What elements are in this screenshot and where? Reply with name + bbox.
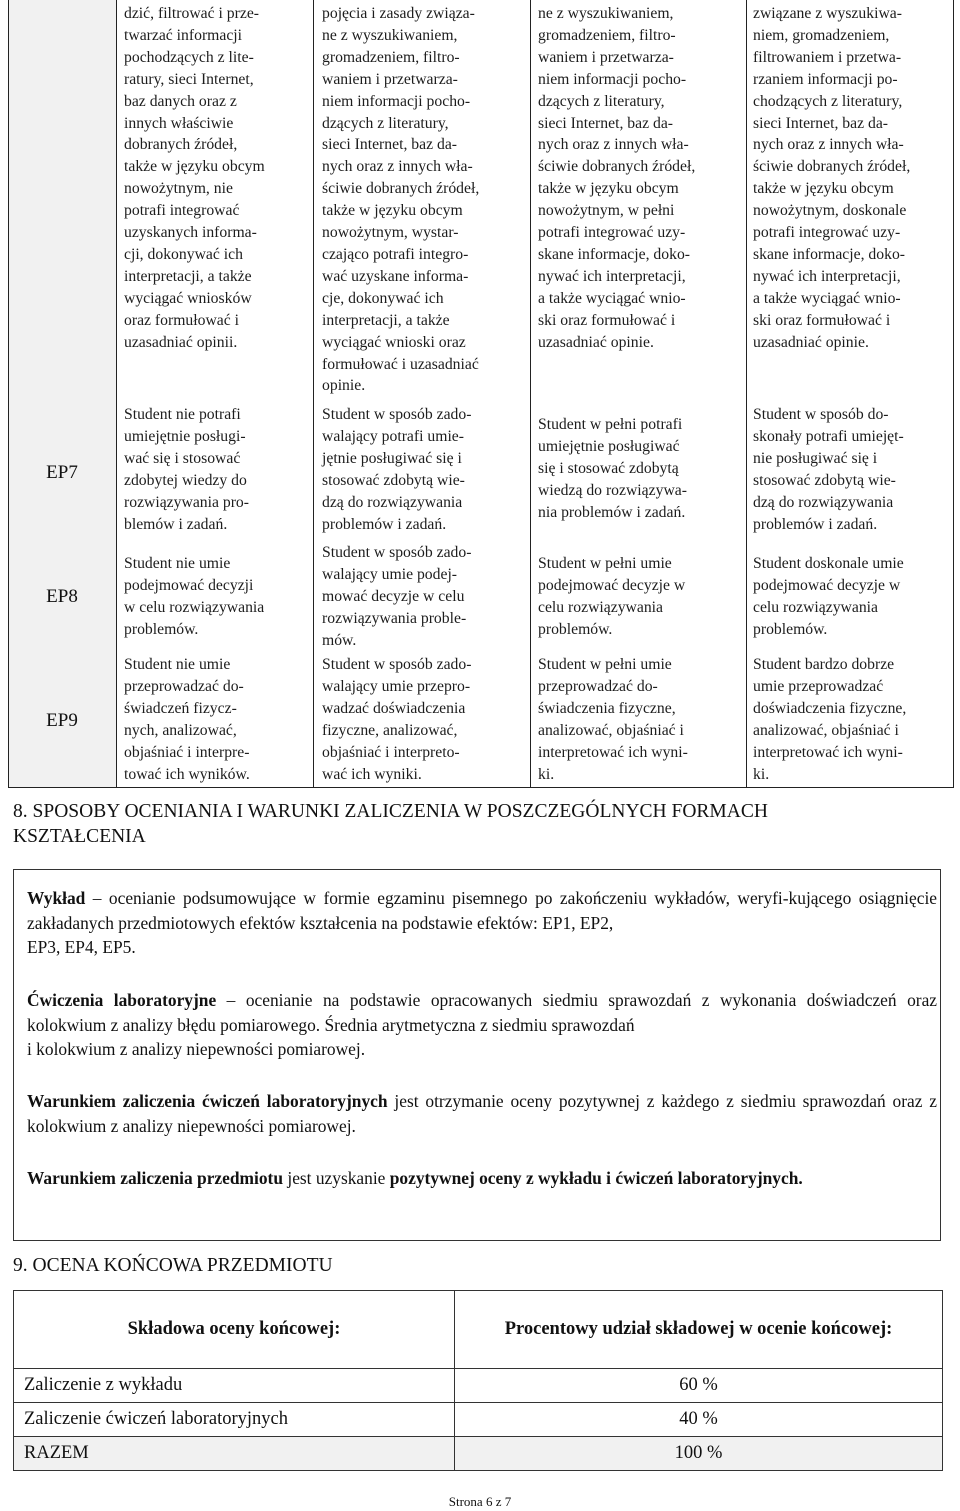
- cell-line: umie przeprowadzać: [753, 677, 884, 695]
- table-row-total: [14, 1437, 943, 1471]
- cell-line: wiedzą do rozwiązywa-: [538, 481, 687, 499]
- cell-line: się i stosować zdobytą: [538, 459, 679, 477]
- cell-line: walający umie podej-: [322, 565, 458, 583]
- cell-line: uzyskanych informa-: [124, 224, 257, 242]
- section-9-heading: 9. OCENA KOŃCOWA PRZEDMIOTU: [13, 1255, 333, 1276]
- cell-line: podejmować decyzji: [124, 576, 254, 594]
- cell-line: skane informacje, doko-: [538, 245, 691, 263]
- cell-line: w celu rozwiązywania: [124, 598, 265, 616]
- cell-line: dzą do rozwiązywania: [753, 493, 894, 511]
- cell-line: mów.: [322, 631, 357, 649]
- cell-grade-3: [322, 404, 471, 535]
- cell-line: opinie.: [322, 377, 366, 395]
- component-share: 60 %: [455, 1369, 943, 1403]
- cell-line: Student w sposób zado-: [322, 656, 472, 673]
- cell-line: Student nie umie: [124, 656, 231, 673]
- lecture-paragraph: Wykład – ocenianie podsumowujące w formie egzaminu pisemnego po zakończeniu wykładów, weryfi-kującego osiągnięcie zakładanych przedmiotowych efektów kształcenia na podstawie efektów: EP1, EP2, EP3, EP4, EP5.: [27, 888, 937, 957]
- component-name: RAZEM: [14, 1437, 455, 1471]
- cell-line: potrafi integrować uzy-: [753, 224, 901, 242]
- cell-line: nowożytnym, nie: [124, 180, 233, 198]
- cell-line: problemów.: [753, 620, 828, 638]
- cell-line: sieci Internet, baz da-: [753, 114, 889, 132]
- cell-line: analizować, objaśniać i: [753, 721, 899, 739]
- cell-line: analizować, objaśniać i: [538, 721, 684, 739]
- cell-grade-3: [322, 654, 471, 785]
- cell-line: walający umie przepro-: [322, 677, 471, 695]
- cell-line: nowożytnym, doskonale: [753, 202, 907, 220]
- cell-line: objaśniać i interpre-: [124, 743, 250, 761]
- cell-line: a także wyciągać wnio-: [753, 289, 901, 307]
- cell-line: problemów i zadań.: [322, 515, 447, 533]
- ep-label: EP9: [46, 710, 78, 731]
- cell-line: Student w sposób zado-: [322, 544, 472, 561]
- cell-line: sieci Internet, baz da-: [538, 114, 674, 132]
- cell-grade-4: [538, 3, 695, 354]
- cell-line: ski oraz formułować i: [753, 311, 891, 329]
- cell-line: dobranych źródeł,: [124, 136, 238, 154]
- cell-line: przeprowadzać do-: [538, 677, 658, 695]
- cell-line: skane informacje, doko-: [753, 245, 906, 263]
- header-share: Procentowy udział składowej w ocenie końcowej:: [455, 1291, 943, 1369]
- cell-line: Student w pełni potrafi: [538, 416, 683, 433]
- cell-line: stosować zdobytą wie-: [322, 471, 465, 489]
- cell-line: nie posługiwać się i: [753, 449, 878, 467]
- cell-grade-4: [538, 414, 687, 524]
- lab-paragraph: Ćwiczenia laboratoryjne – ocenianie na podstawie opracowanych siedmiu sprawozdań z wykonania doświadczeń oraz kolokwium z analizy błędu pomiarowego. Średnia arytmetyczna z siedmiu sprawozdań i kolokwium z analizy niepewności pomiarowej.: [27, 990, 938, 1059]
- cell-grade-3: [322, 3, 479, 397]
- cell-line: umiejętnie posługiwać: [538, 437, 680, 455]
- cell-line: rozwiązywania pro-: [124, 493, 250, 511]
- cell-line: fizyczne, analizować,: [322, 721, 458, 739]
- cell-line: także w języku obcym: [538, 180, 679, 198]
- cell-line: twarzać informacji: [124, 26, 243, 44]
- cell-grade-4: [538, 553, 685, 641]
- cell-line: nych oraz z innych wła-: [322, 158, 473, 176]
- cell-grade-4: [538, 654, 688, 785]
- course-pass-condition: Warunkiem zaliczenia przedmiotu jest uzyskanie pozytywnej oceny z wykładu i ćwiczeń laboratoryjnych.: [27, 1168, 803, 1188]
- cell-line: problemów.: [124, 620, 199, 638]
- cell-line: baz danych oraz z: [124, 92, 237, 110]
- cell-line: dzą do rozwiązywania: [322, 493, 463, 511]
- cell-line: interpretacji, a także: [322, 311, 450, 329]
- cell-line: także w języku obcym: [753, 180, 894, 198]
- component-share: 40 %: [455, 1403, 943, 1437]
- cell-line: wać uzyskane informa-: [322, 267, 469, 285]
- cell-grade-5: [753, 404, 904, 535]
- cell-line: blemów i zadań.: [124, 515, 228, 533]
- cell-line: interpretować ich wyni-: [538, 743, 688, 761]
- cell-grade-2: [124, 553, 264, 641]
- cell-line: chodzących z literatury,: [753, 92, 903, 110]
- cell-line: nywać ich interpretacji,: [753, 267, 901, 285]
- ep-column: [8, 0, 116, 788]
- cell-grade-3: [322, 542, 471, 652]
- cell-line: ściwie dobranych źródeł,: [322, 180, 480, 198]
- cell-line: tować ich wyników.: [124, 765, 250, 783]
- cell-line: jętnie posługiwać się i: [322, 449, 462, 467]
- cell-line: Student w pełni umie: [538, 555, 672, 572]
- cell-line: podejmować decyzje w: [753, 576, 901, 594]
- cell-grade-5: [753, 553, 904, 641]
- cell-grade-2: [124, 404, 249, 535]
- cell-line: interpretować ich wyni-: [753, 743, 903, 761]
- cell-line: celu rozwiązywania: [538, 598, 663, 616]
- cell-grade-5: [753, 3, 910, 354]
- cell-line: zdobytej wiedzy do: [124, 471, 247, 489]
- cell-line: waniem i przetwarza-: [538, 48, 674, 66]
- cell-line: formułować i uzasadniać: [322, 355, 479, 373]
- cell-line: gromadzeniem, filtro-: [538, 26, 676, 44]
- cell-line: objaśniać i interpreto-: [322, 743, 460, 761]
- cell-line: nia problemów i zadań.: [538, 503, 686, 521]
- cell-line: nowożytnym, wystar-: [322, 224, 459, 242]
- cell-line: ratury, sieci Internet,: [124, 70, 254, 88]
- cell-line: wadzać doświadczenia: [322, 699, 466, 717]
- cell-line: pojęcia i zasady związa-: [322, 5, 475, 22]
- lab-pass-condition: Warunkiem zaliczenia ćwiczeń laboratoryjnych jest otrzymanie oceny pozytywnej z każdego z siedmiu sprawozdań oraz z kolokwium z analizy niepewności pomiarowej.: [27, 1091, 938, 1136]
- header-component: Składowa oceny końcowej:: [14, 1291, 455, 1369]
- cell-line: świadczeń fizycz-: [124, 699, 237, 717]
- table-row: [14, 1403, 943, 1437]
- final-grade-table: [13, 1290, 943, 1471]
- cell-line: dzić, filtrować i prze-: [124, 5, 260, 22]
- component-name: Zaliczenie ćwiczeń laboratoryjnych: [14, 1403, 455, 1437]
- border: [8, 0, 9, 788]
- cell-line: waniem i przetwarza-: [322, 70, 458, 88]
- ep-label: EP7: [46, 462, 78, 483]
- page-number: Strona 6 z 7: [448, 1494, 512, 1509]
- cell-line: czająco potrafi integro-: [322, 245, 469, 263]
- cell-line: przeprowadzać do-: [124, 677, 244, 695]
- assessment-box: [13, 869, 941, 1241]
- cell-line: interpretacji, a także: [124, 267, 252, 285]
- cell-line: Student nie umie: [124, 555, 231, 572]
- cell-line: nywać ich interpretacji,: [538, 267, 686, 285]
- cell-line: niem, gromadzeniem,: [753, 26, 890, 44]
- cell-line: cji, dokonywać ich: [124, 245, 243, 263]
- table-header-row: [14, 1291, 943, 1369]
- cell-line: skonały potrafi umiejęt-: [753, 427, 904, 445]
- cell-line: wać ich wyniki.: [322, 765, 422, 783]
- cell-line: pochodzących z lite-: [124, 48, 254, 66]
- component-name: Zaliczenie z wykładu: [14, 1369, 455, 1403]
- cell-line: nych oraz z innych wła-: [538, 136, 689, 154]
- cell-line: uzasadniać opinie.: [538, 333, 654, 351]
- table-row: [14, 1369, 943, 1403]
- cell-line: Student bardzo dobrze: [753, 656, 895, 673]
- cell-line: a także wyciągać wnio-: [538, 289, 686, 307]
- cell-line: nowożytnym, w pełni: [538, 202, 675, 220]
- cell-grade-2: [124, 3, 265, 354]
- cell-line: Student w pełni umie: [538, 656, 672, 673]
- cell-line: mować decyzje w celu: [322, 587, 465, 605]
- cell-line: wać się i stosować: [124, 449, 241, 467]
- cell-line: walający potrafi umie-: [322, 427, 464, 445]
- cell-line: ski oraz formułować i: [538, 311, 676, 329]
- border: [953, 0, 954, 788]
- cell-line: ki.: [538, 765, 555, 783]
- cell-line: sieci Internet, baz da-: [322, 136, 458, 154]
- cell-line: potrafi integrować: [124, 202, 240, 220]
- cell-line: także w języku obcym: [322, 202, 463, 220]
- cell-line: dzących z literatury,: [322, 114, 449, 132]
- component-share: 100 %: [455, 1437, 943, 1471]
- cell-line: ne z wyszukiwaniem,: [538, 5, 674, 22]
- cell-line: gromadzeniem, filtro-: [322, 48, 460, 66]
- border: [313, 0, 314, 788]
- cell-line: nych, analizować,: [124, 721, 237, 739]
- cell-line: ki.: [753, 765, 770, 783]
- cell-line: filtrowaniem i przetwa-: [753, 48, 902, 66]
- cell-line: Student doskonale umie: [753, 555, 904, 572]
- border: [8, 787, 954, 788]
- cell-line: problemów.: [538, 620, 613, 638]
- cell-line: stosować zdobytą wie-: [753, 471, 896, 489]
- cell-line: potrafi integrować uzy-: [538, 224, 686, 242]
- cell-line: umiejętnie posługi-: [124, 427, 246, 445]
- cell-line: uzasadniać opinie.: [753, 333, 869, 351]
- cell-line: świadczenia fizyczne,: [538, 699, 676, 717]
- border: [746, 0, 747, 788]
- cell-line: Student w sposób do-: [753, 406, 889, 423]
- cell-line: oraz formułować i: [124, 311, 239, 329]
- cell-grade-5: [753, 654, 906, 785]
- cell-line: celu rozwiązywania: [753, 598, 878, 616]
- cell-line: dzących z literatury,: [538, 92, 665, 110]
- cell-line: innych właściwie: [124, 114, 234, 132]
- cell-line: rozwiązywania proble-: [322, 609, 467, 627]
- cell-line: doświadczenia fizyczne,: [753, 699, 907, 717]
- cell-line: cje, dokonywać ich: [322, 289, 444, 307]
- cell-line: wyciągać wnioski oraz: [322, 333, 466, 351]
- cell-grade-2: [124, 654, 250, 785]
- effects-table: [8, 0, 954, 788]
- section-8-heading: 8. SPOSOBY OCENIANIA I WARUNKI ZALICZENIA W POSZCZEGÓLNYCH FORMACH KSZTAŁCENIA: [13, 801, 768, 847]
- cell-line: uzasadniać opinii.: [124, 333, 238, 351]
- cell-line: ściwie dobranych źródeł,: [753, 158, 911, 176]
- cell-line: niem informacji pocho-: [538, 70, 687, 88]
- cell-line: wyciągać wniosków: [124, 289, 252, 307]
- cell-line: ściwie dobranych źródeł,: [538, 158, 696, 176]
- ep-label: EP8: [46, 586, 78, 607]
- cell-line: podejmować decyzje w: [538, 576, 686, 594]
- border: [116, 0, 117, 788]
- cell-line: rzaniem informacji po-: [753, 70, 898, 88]
- cell-line: niem informacji pocho-: [322, 92, 471, 110]
- cell-line: ne z wyszukiwaniem,: [322, 26, 458, 44]
- cell-line: Student w sposób zado-: [322, 406, 472, 423]
- cell-line: związane z wyszukiwa-: [753, 5, 902, 22]
- border: [530, 0, 531, 788]
- cell-line: także w języku obcym: [124, 158, 265, 176]
- cell-line: problemów i zadań.: [753, 515, 878, 533]
- cell-line: nych oraz z innych wła-: [753, 136, 904, 154]
- cell-line: Student nie potrafi: [124, 406, 241, 423]
